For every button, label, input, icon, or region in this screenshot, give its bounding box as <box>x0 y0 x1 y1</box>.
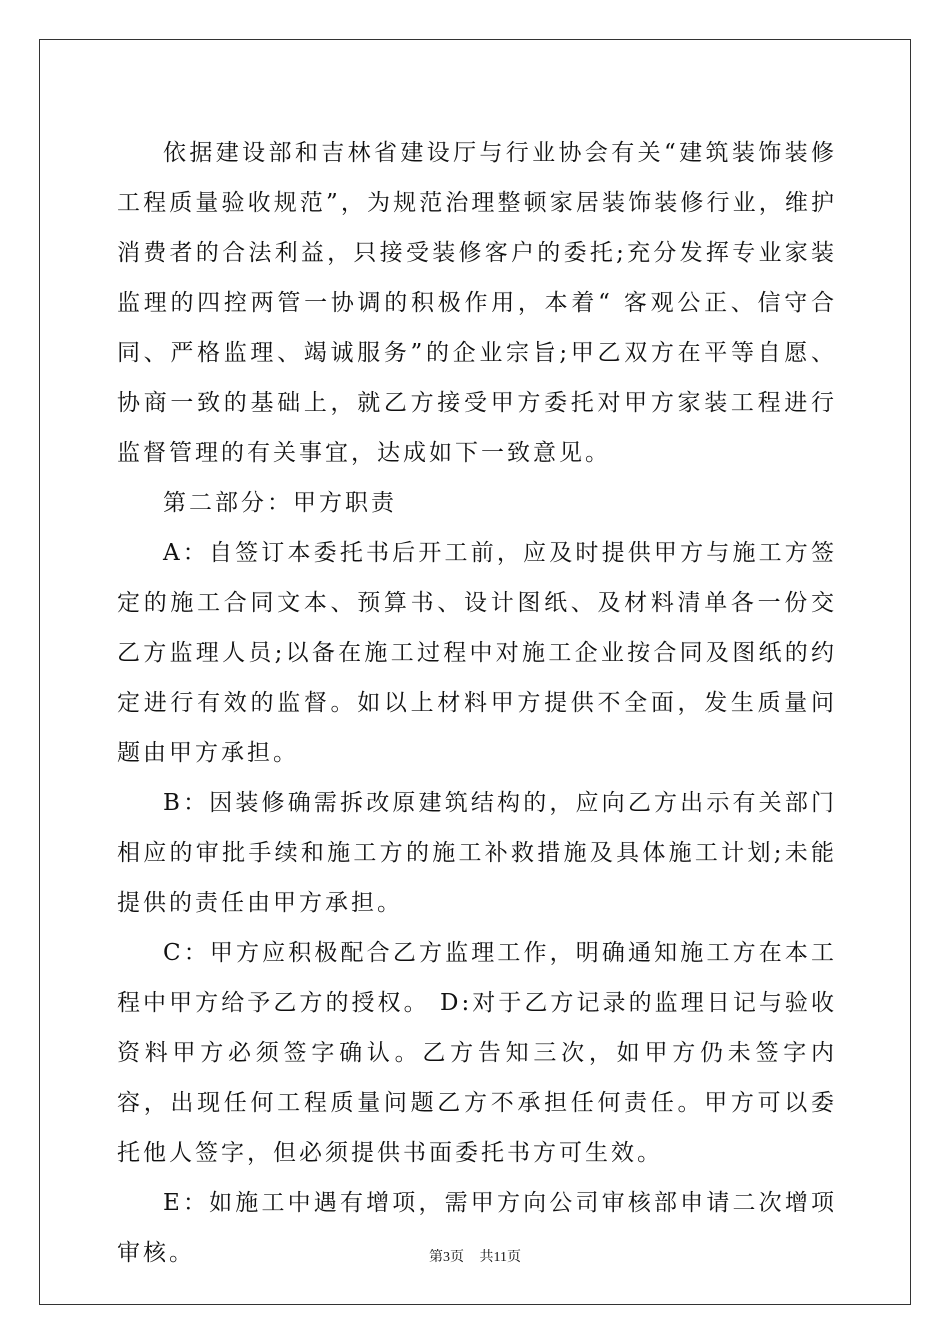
paragraph-c: C：甲方应积极配合乙方监理工作，明确通知施工方在本工程中甲方给予乙方的授权。 D:对于乙方记录的监理日记与验收资料甲方必须签字确认。乙方告知三次，如甲方仍未签字内容，出现任何工程质量问题乙方不承担任何责任。甲方可以委托他人签字，但必须提供书面委托书方可生效。 <box>117 940 837 1166</box>
paragraph-intro: 依据建设部和吉林省建设厅与行业协会有关“建筑装饰装修工程质量验收规范”，为规范治理整顿家居装饰装修行业，维护消费者的合法利益，只接受装修客户的委托;充分发挥专业家装监理的四控两管一协调的积极作用，本着“ 客观公正、信守合同、严格监理、竭诚服务”的企业宗旨;甲乙双方在平等自愿、协商一致的基础上，就乙方接受甲方委托对甲方家装工程进行监督管理的有关事宜，达成如下一致意见。 <box>117 140 837 466</box>
page-number: 第3页 <box>429 1250 464 1265</box>
page-footer <box>0 1246 950 1266</box>
document-body <box>117 128 837 1278</box>
page-total: 共11页 <box>479 1250 521 1265</box>
paragraph-b: B：因装修确需拆改原建筑结构的，应向乙方出示有关部门相应的审批手续和施工方的施工补救措施及具体施工计划;未能提供的责任由甲方承担。 <box>117 790 837 916</box>
paragraph-e: E：如施工中遇有增项，需甲方向公司审核部申请二次增项审核。 <box>117 1190 837 1266</box>
paragraph-a: A：自签订本委托书后开工前，应及时提供甲方与施工方签定的施工合同文本、预算书、设计图纸、及材料清单各一份交乙方监理人员;以备在施工过程中对施工企业按合同及图纸的约定进行有效的监督。如以上材料甲方提供不全面，发生质量问题由甲方承担。 <box>117 540 837 766</box>
section-heading: 第二部分：甲方职责 <box>163 490 397 516</box>
